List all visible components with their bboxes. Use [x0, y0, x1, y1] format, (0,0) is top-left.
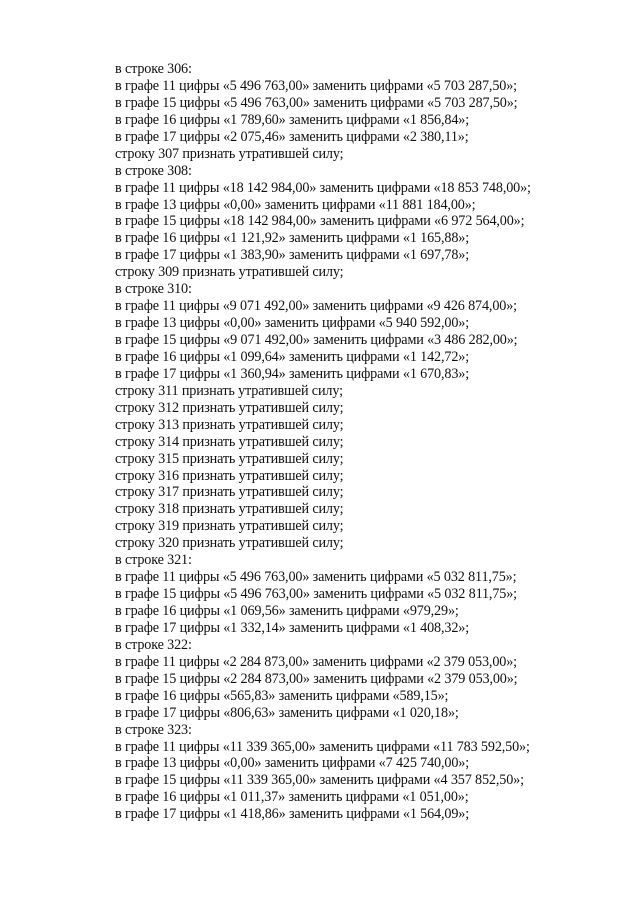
- document-line: в строке 322:: [115, 636, 192, 653]
- document-line: в графе 11 цифры «18 142 984,00» заменить цифрами «18 853 748,00»;: [115, 179, 531, 196]
- document-line: строку 312 признать утратившей силу;: [115, 399, 344, 416]
- document-line: в графе 15 цифры «5 496 763,00» заменить цифрами «5 032 811,75»;: [115, 586, 517, 603]
- document-line: строку 316 признать утратившей силу;: [115, 467, 344, 484]
- document-line: строку 313 признать утратившей силу;: [115, 416, 344, 433]
- document-line: в графе 15 цифры «9 071 492,00» заменить цифрами «3 486 282,00»;: [115, 332, 518, 348]
- document-line: в графе 11 цифры «2 284 873,00» заменить цифрами «2 379 053,00»;: [115, 653, 517, 670]
- document-line: в графе 13 цифры «0,00» заменить цифрами «5 940 592,00»;: [115, 315, 470, 332]
- document-line: строку 317 признать утратившей силу;: [115, 484, 344, 501]
- document-line: в графе 16 цифры «1 011,37» заменить цифрами «1 051,00»;: [115, 789, 469, 806]
- document-line: в графе 17 цифры «1 418,86» заменить цифрами «1 564,09»;: [115, 806, 470, 823]
- document-line: в графе 13 цифры «0,00» заменить цифрами «11 881 184,00»;: [115, 196, 476, 213]
- document-line: строку 311 признать утратившей силу;: [115, 382, 343, 399]
- document-line: в строке 321:: [115, 552, 192, 569]
- document-line: в графе 11 цифры «5 496 763,00» заменить цифрами «5 032 811,75»;: [115, 569, 517, 586]
- document-line: строку 307 признать утратившей силу;: [115, 145, 344, 162]
- document-line: строку 320 признать утратившей силу;: [115, 535, 344, 552]
- document-line: в графе 17 цифры «806,63» заменить цифрами «1 020,18»;: [115, 704, 459, 721]
- document-line: в графе 11 цифры «5 496 763,00» заменить цифрами «5 703 287,50»;: [115, 77, 517, 94]
- document-line: в графе 17 цифры «2 075,46» заменить цифрами «2 380,11»;: [115, 128, 469, 145]
- document-line: в графе 15 цифры «11 339 365,00» заменить цифрами «4 357 852,50»;: [115, 772, 524, 789]
- document-line: в графе 17 цифры «1 383,90» заменить цифрами «1 697,78»;: [115, 247, 470, 264]
- document-line: в графе 13 цифры «0,00» заменить цифрами «7 425 740,00»;: [115, 755, 470, 772]
- document-line: в графе 11 цифры «9 071 492,00» заменить цифрами «9 426 874,00»;: [115, 298, 517, 315]
- document-line: в строке 308:: [115, 162, 192, 179]
- document-line: в строке 323:: [115, 721, 192, 738]
- amendment-text: [115, 61, 625, 823]
- document-line: строку 309 признать утратившей силу;: [115, 264, 344, 281]
- document-line: строку 318 признать утратившей силу;: [115, 501, 344, 518]
- document-line: в графе 15 цифры «2 284 873,00» заменить цифрами «2 379 053,00»;: [115, 670, 518, 687]
- document-line: в графе 17 цифры «1 332,14» заменить цифрами «1 408,32»;: [115, 619, 470, 636]
- document-line: в графе 17 цифры «1 360,94» заменить цифрами «1 670,83»;: [115, 365, 470, 382]
- document-line: строку 315 признать утратившей силу;: [115, 450, 344, 467]
- document-line: в графе 15 цифры «5 496 763,00» заменить цифрами «5 703 287,50»;: [115, 94, 518, 111]
- document-line: в графе 16 цифры «1 789,60» заменить цифрами «1 856,84»;: [115, 111, 470, 128]
- document-line: в строке 306:: [115, 61, 192, 77]
- document-line: в строке 310:: [115, 281, 192, 298]
- document-line: строку 314 признать утратившей силу;: [115, 433, 344, 450]
- document-line: в графе 16 цифры «1 099,64» заменить цифрами «1 142,72»;: [115, 348, 470, 365]
- document-line: в графе 16 цифры «1 121,92» заменить цифрами «1 165,88»;: [115, 230, 470, 247]
- document-line: в графе 16 цифры «565,83» заменить цифрами «589,15»;: [115, 687, 449, 704]
- document-line: в графе 16 цифры «1 069,56» заменить цифрами «979,29»;: [115, 603, 459, 619]
- document-line: в графе 11 цифры «11 339 365,00» заменить цифрами «11 783 592,50»;: [115, 738, 530, 755]
- document-line: строку 319 признать утратившей силу;: [115, 518, 344, 535]
- document-line: в графе 15 цифры «18 142 984,00» заменить цифрами «6 972 564,00»;: [115, 213, 525, 230]
